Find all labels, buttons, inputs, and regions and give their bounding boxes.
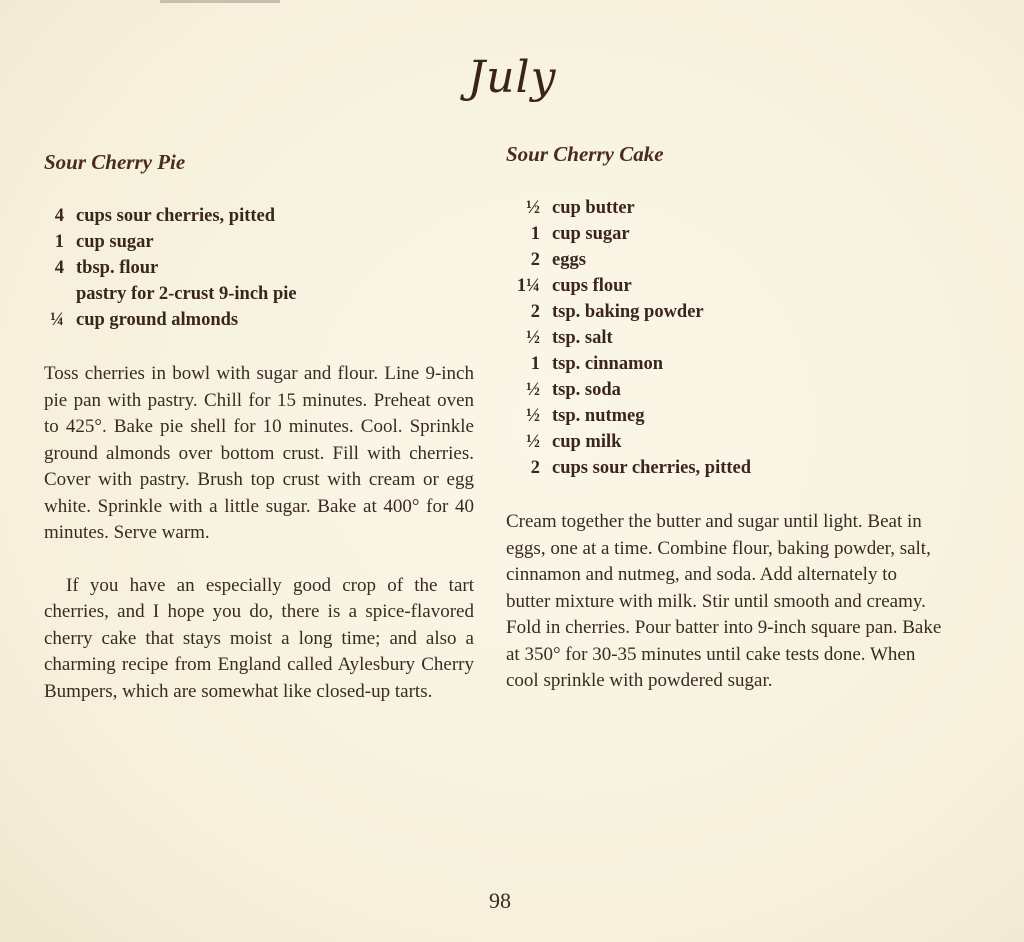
ingredient-list	[506, 195, 946, 481]
ingredient-item: cup ground almonds	[76, 310, 239, 330]
ingredient-qty: 1	[530, 354, 540, 374]
ingredient-qty: 1	[530, 224, 540, 244]
chapter-title: July	[467, 52, 557, 103]
ingredient-qty: ½	[526, 432, 540, 452]
ingredient-item: pastry for 2-crust 9-inch pie	[76, 284, 297, 304]
ingredient-row	[506, 325, 946, 351]
ingredient-list	[44, 203, 474, 333]
author-note: If you have an especially good crop of the tart cherries, and I hope you do, there is a spice-flavored cherry cake that stays moist a long time; and also a charming recipe from England called Aylesbury Cherry Bumpers, which are somewhat like closed-up tarts.	[44, 574, 474, 702]
ingredient-row	[506, 377, 946, 403]
ingredient-item: eggs	[552, 250, 586, 270]
ingredient-item: cups sour cherries, pitted	[552, 458, 752, 478]
ingredient-row	[44, 255, 474, 281]
page-edge-mark	[160, 0, 280, 3]
ingredient-row	[506, 403, 946, 429]
page-number: 98	[489, 888, 511, 913]
recipe-title: Sour Cherry Cake	[506, 142, 664, 166]
ingredient-qty: 2	[530, 302, 540, 322]
ingredient-item: tsp. cinnamon	[552, 354, 664, 374]
ingredient-item: tbsp. flour	[76, 258, 159, 278]
ingredient-row	[506, 273, 946, 299]
ingredient-qty: ¼	[50, 310, 64, 330]
ingredient-qty: ½	[526, 380, 540, 400]
recipe-method: Cream together the butter and sugar until light. Beat in eggs, one at a time. Combine flour, baking powder, salt, cinnamon and nutmeg, and soda. Add alternately to butter mixture with milk. Stir until smooth and creamy. Fold in cherries. Pour batter into 9-inch square pan. Bake at 350° for 30-35 minutes until cake tests done. When cool sprinkle with powdered sugar.	[506, 511, 942, 691]
ingredient-row	[44, 281, 474, 307]
ingredient-row	[44, 307, 474, 333]
ingredient-item: cup milk	[552, 432, 622, 452]
ingredient-item: cups flour	[552, 276, 632, 296]
ingredient-qty: ½	[526, 328, 540, 348]
ingredient-qty: 1	[54, 232, 64, 252]
ingredient-qty: ½	[526, 198, 540, 218]
ingredient-row	[506, 351, 946, 377]
ingredient-qty: 4	[54, 258, 64, 278]
ingredient-row	[506, 455, 946, 481]
recipe-method: Toss cherries in bowl with sugar and flour. Line 9-inch pie pan with pastry. Chill for 15 minutes. Preheat oven to 425°. Bake pie shell for 10 minutes. Cool. Sprinkle ground almonds over bottom crust. Fill with cherries. Cover with pastry. Brush top crust with cream or egg white. Sprinkle with a little sugar. Bake at 400° for 40 minutes. Serve warm.	[44, 363, 474, 543]
ingredient-item: cup sugar	[552, 224, 630, 244]
ingredient-item: cups sour cherries, pitted	[76, 206, 276, 226]
ingredient-qty: 4	[54, 206, 64, 226]
ingredient-row	[44, 203, 474, 229]
ingredient-row	[44, 229, 474, 255]
ingredient-item: tsp. nutmeg	[552, 406, 645, 426]
ingredient-qty: 2	[530, 250, 540, 270]
ingredient-item: cup butter	[552, 198, 635, 218]
ingredient-qty: 1¼	[516, 276, 540, 296]
ingredient-row	[506, 195, 946, 221]
ingredient-row	[506, 429, 946, 455]
recipe-sour-cherry-pie	[44, 150, 474, 705]
ingredient-item: tsp. soda	[552, 380, 621, 400]
ingredient-row	[506, 299, 946, 325]
ingredient-item: tsp. salt	[552, 328, 613, 348]
ingredient-item: tsp. baking powder	[552, 302, 704, 322]
ingredient-qty: 2	[530, 458, 540, 478]
ingredient-qty: ½	[526, 406, 540, 426]
recipe-sour-cherry-cake	[506, 142, 946, 695]
recipe-title: Sour Cherry Pie	[44, 150, 186, 174]
ingredient-row	[506, 247, 946, 273]
ingredient-item: cup sugar	[76, 232, 154, 252]
ingredient-row	[506, 221, 946, 247]
